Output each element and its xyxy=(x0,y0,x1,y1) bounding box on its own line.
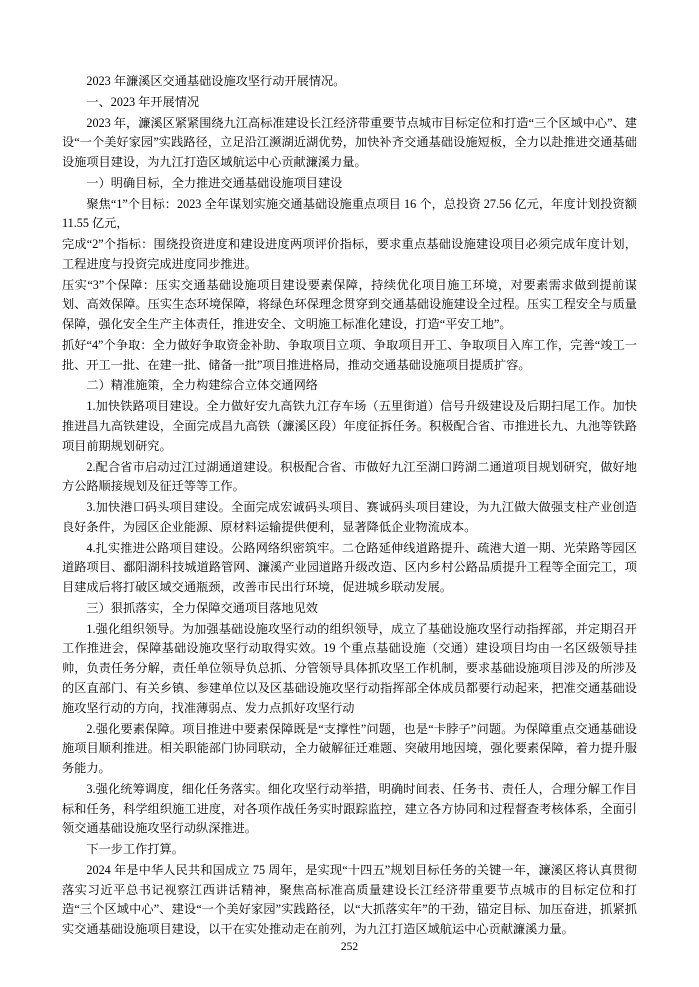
paragraph: 下一步工作打算。 xyxy=(86,842,184,857)
paragraph: 2.强化要素保障。项目推进中要素保障既是“支撑性”问题，也是“卡脖子”问题。为保障重点交通基础设施项目顺利推进。相关职能部门协同联动，全力破解征迁难题、突破用地因境，强化要素保障，着力提升服务能力。 xyxy=(62,721,637,776)
paragraph: 一）明确目标，全力推进交通基础设施项目建设 xyxy=(86,175,343,190)
paragraph: 2023 年濂溪区交通基础设施攻坚行动开展情况。 xyxy=(86,74,346,88)
paragraph: 2.配合省市启动过江过湖通道建设。积极配合省、市做好九江至湖口跨湖二通道项目规划研究，做好地方公路顺接规划及征迁等等工作。 xyxy=(62,459,637,494)
paragraph: 一、2023 年开展情况 xyxy=(86,94,200,109)
paragraph: 1.加快铁路项目建设。全力做好安九高铁九江存车场（五里街道）信号升级建设及后期扫尾工作。加快推进昌九高铁建设，全面完成昌九高铁（濂溪区段）年度征拆任务。积极配合省、市推进长九、九池等铁路项目前期规划研究。 xyxy=(62,399,637,453)
paragraph: 2024 年是中华人民共和国成立 75 周年，是实现“十四五”规划目标任务的关键一年，濂溪区将认真贯彻落实习近平总书记视察江西讲话精神，聚焦高标准高质量建设长江经济带重要节点城市的目标定位和打造“三个区域中心”、建设“一个美好家园”实践路径，以“大抓落实年”的干劲，锚定目标、加压奋进，抓紧抓实交通基础设施项目建设，以干在实处推动走在前列，为九江打造区域航运中心贡献濂溪力量。 xyxy=(62,862,637,937)
paragraph: 完成“2”个指标：围绕投资进度和建设进度两项评价指标，要求重点基础设施建设项目必须完成年度计划，工程进度与投资完成进度同步推进。 xyxy=(62,237,637,271)
paragraph: 1.强化组织领导。为加强基础设施攻坚行动的组织领导，成立了基础设施攻坚行动指挥部，并定期召开工作推进会，保障基础设施攻坚行动取得实效。19 个重点基础设施（交通）建设项目均由一名区级领导挂帅，负责任务分解，责任单位领导负总抓、分管领导具体抓攻坚工作机制，要求基础设施项目涉及的所涉及的区直部门、有关乡镇、参建单位以及区基础设施攻坚行动指挥部全体成员都要行动起来，把准交通基础设施攻坚行动的方向，找准薄弱点、发力点抓好攻坚行动 xyxy=(62,621,637,715)
paragraph: 二）精准施策，全力构建综合立体交通网络 xyxy=(86,378,318,393)
page-number: 252 xyxy=(340,941,359,953)
paragraph: 抓好“4”个争取：全力做好争取资金补助、争取项目立项、争取项目开工、争取项目入库工作，完善“竣工一批、开工一批、在建一批、储备一批”项目推进格局，推动交通基础设施项目提质扩容。 xyxy=(62,337,637,372)
paragraph: 三）狠抓落实，全力保障交通项目落地见效 xyxy=(86,600,318,615)
paragraph: 3.强化统筹调度，细化任务落实。细化攻坚行动举措，明确时间表、任务书、责任人，合理分解工作目标和任务，科学组织施工进度，对各项作战任务实时跟踪监控，建立各方协同和过程督查考核体系，全面引领交通基础设施攻坚行动纵深推进。 xyxy=(62,781,637,836)
document-body xyxy=(62,72,637,940)
paragraph: 3.加快港口码头项目建设。全面完成宏诚码头项目、赛诚码头项目建设，为九江做大做强支柱产业创造良好条件，为园区企业能源、原材料运输提供便利，显著降低企业物流成本。 xyxy=(62,500,637,534)
paragraph: 2023 年，濂溪区紧紧围绕九江高标准建设长江经济带重要节点城市目标定位和打造“三个区域中心”、建设“一个美好家园”实践路径，立足沿江濒湖近湖优势，加快补齐交通基础设施短板，全力以赴推进交通基础设施项目建设，为九江打造区域航运中心贡献濂溪力量。 xyxy=(62,115,637,170)
paragraph: 压实“3”个保障：压实交通基础设施项目建设要素保障，持续优化项目施工环境，对要素需求做到提前谋划、高效保障。压实生态环境保障，将绿色环保理念贯穿到交通基础设施建设全过程。压实工程安全与质量保障，强化安全生产主体责任，推进安全、文明施工标准化建设，打造“平安工地”。 xyxy=(62,277,637,332)
paragraph: 4.扎实推进公路项目建设。公路网络织密筑牢。二仓路延伸线道路提升、疏港大道一期、光荣路等园区道路项目、鄱阳湖科技城道路管网、濂溪产业园道路升级改造、区内乡村公路品质提升工程等全面完工，项目建成后将打破区域交通瓶颈，改善市民出行环境，促进城乡联动发展。 xyxy=(62,540,637,595)
paragraph: 聚焦“1”个目标：2023 全年谋划实施交通基础设施重点项目 16 个，总投资 27.56 亿元，年度计划投资额 11.55 亿元， xyxy=(62,196,637,231)
